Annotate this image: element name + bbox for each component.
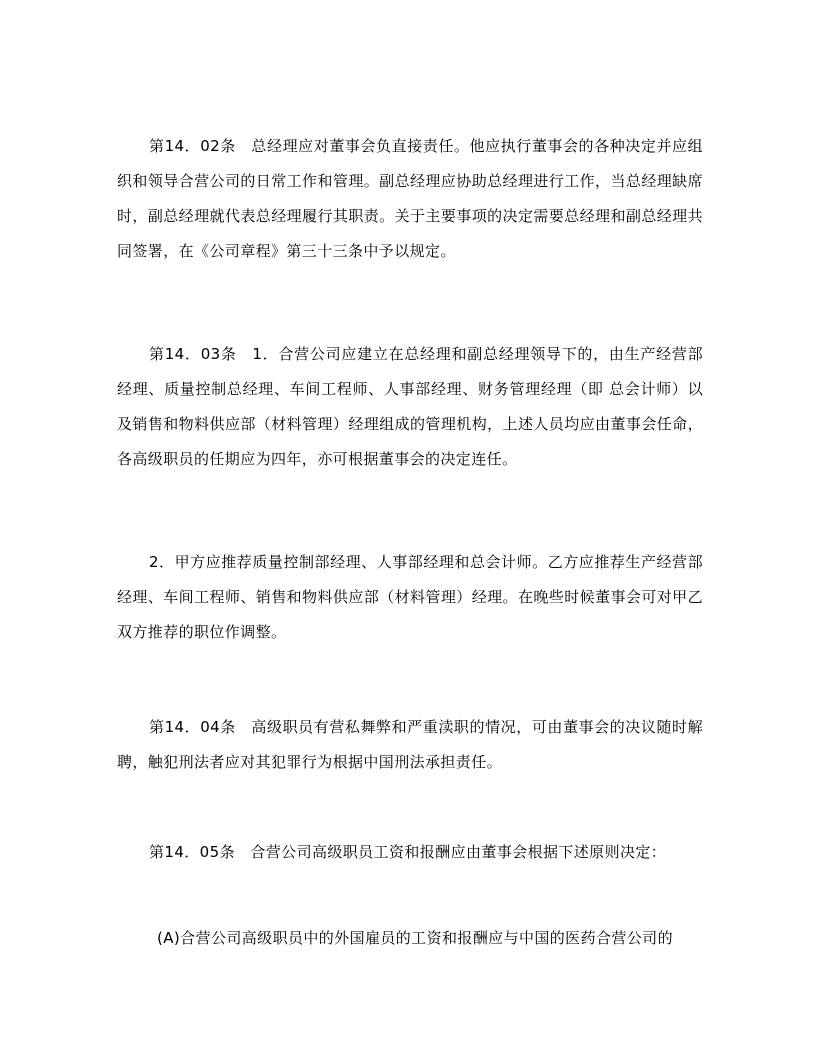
article-14-03-paragraph: 第14．03条 1．合营公司应建立在总经理和副总经理领导下的，由生产经营部经理、质量控制总经理、车间工程师、人事部经理、财务管理经理（即 总会计师）以及销售和物料供应部（材料管理）经理组成的管理机构，上述人员均应由董事会任命，各高级职员的任期应为四年，亦可根据董事会的决定连任。 bbox=[117, 345, 703, 468]
article-14-05-item-a-paragraph: (A)合营公司高级职员中的外国雇员的工资和报酬应与中国的医药合营公司的 bbox=[157, 929, 673, 947]
article-14-03-item-2-paragraph: 2．甲方应推荐质量控制部经理、人事部经理和总会计师。乙方应推荐生产经营部经理、车间工程师、销售和物料供应部（材料管理）经理。在晚些时候董事会可对甲乙双方推荐的职位作调整。 bbox=[117, 553, 703, 641]
article-14-04-paragraph: 第14．04条 高级职员有营私舞弊和严重渎职的情况，可由董事会的决议随时解聘，触犯刑法者应对其犯罪行为根据中国刑法承担责任。 bbox=[117, 718, 703, 771]
article-14-02-paragraph: 第14．02条 总经理应对董事会负直接责任。他应执行董事会的各种决定并应组织和领导合营公司的日常工作和管理。副总经理应协助总经理进行工作，当总经理缺席时，副总经理就代表总经理履行其职责。关于主要事项的决定需要总经理和副总经理共同签署，在《公司章程》第三十三条中予以规定。 bbox=[117, 137, 703, 260]
article-14-05-paragraph: 第14．05条 合营公司高级职员工资和报酬应由董事会根据下述原则决定： bbox=[149, 843, 667, 861]
